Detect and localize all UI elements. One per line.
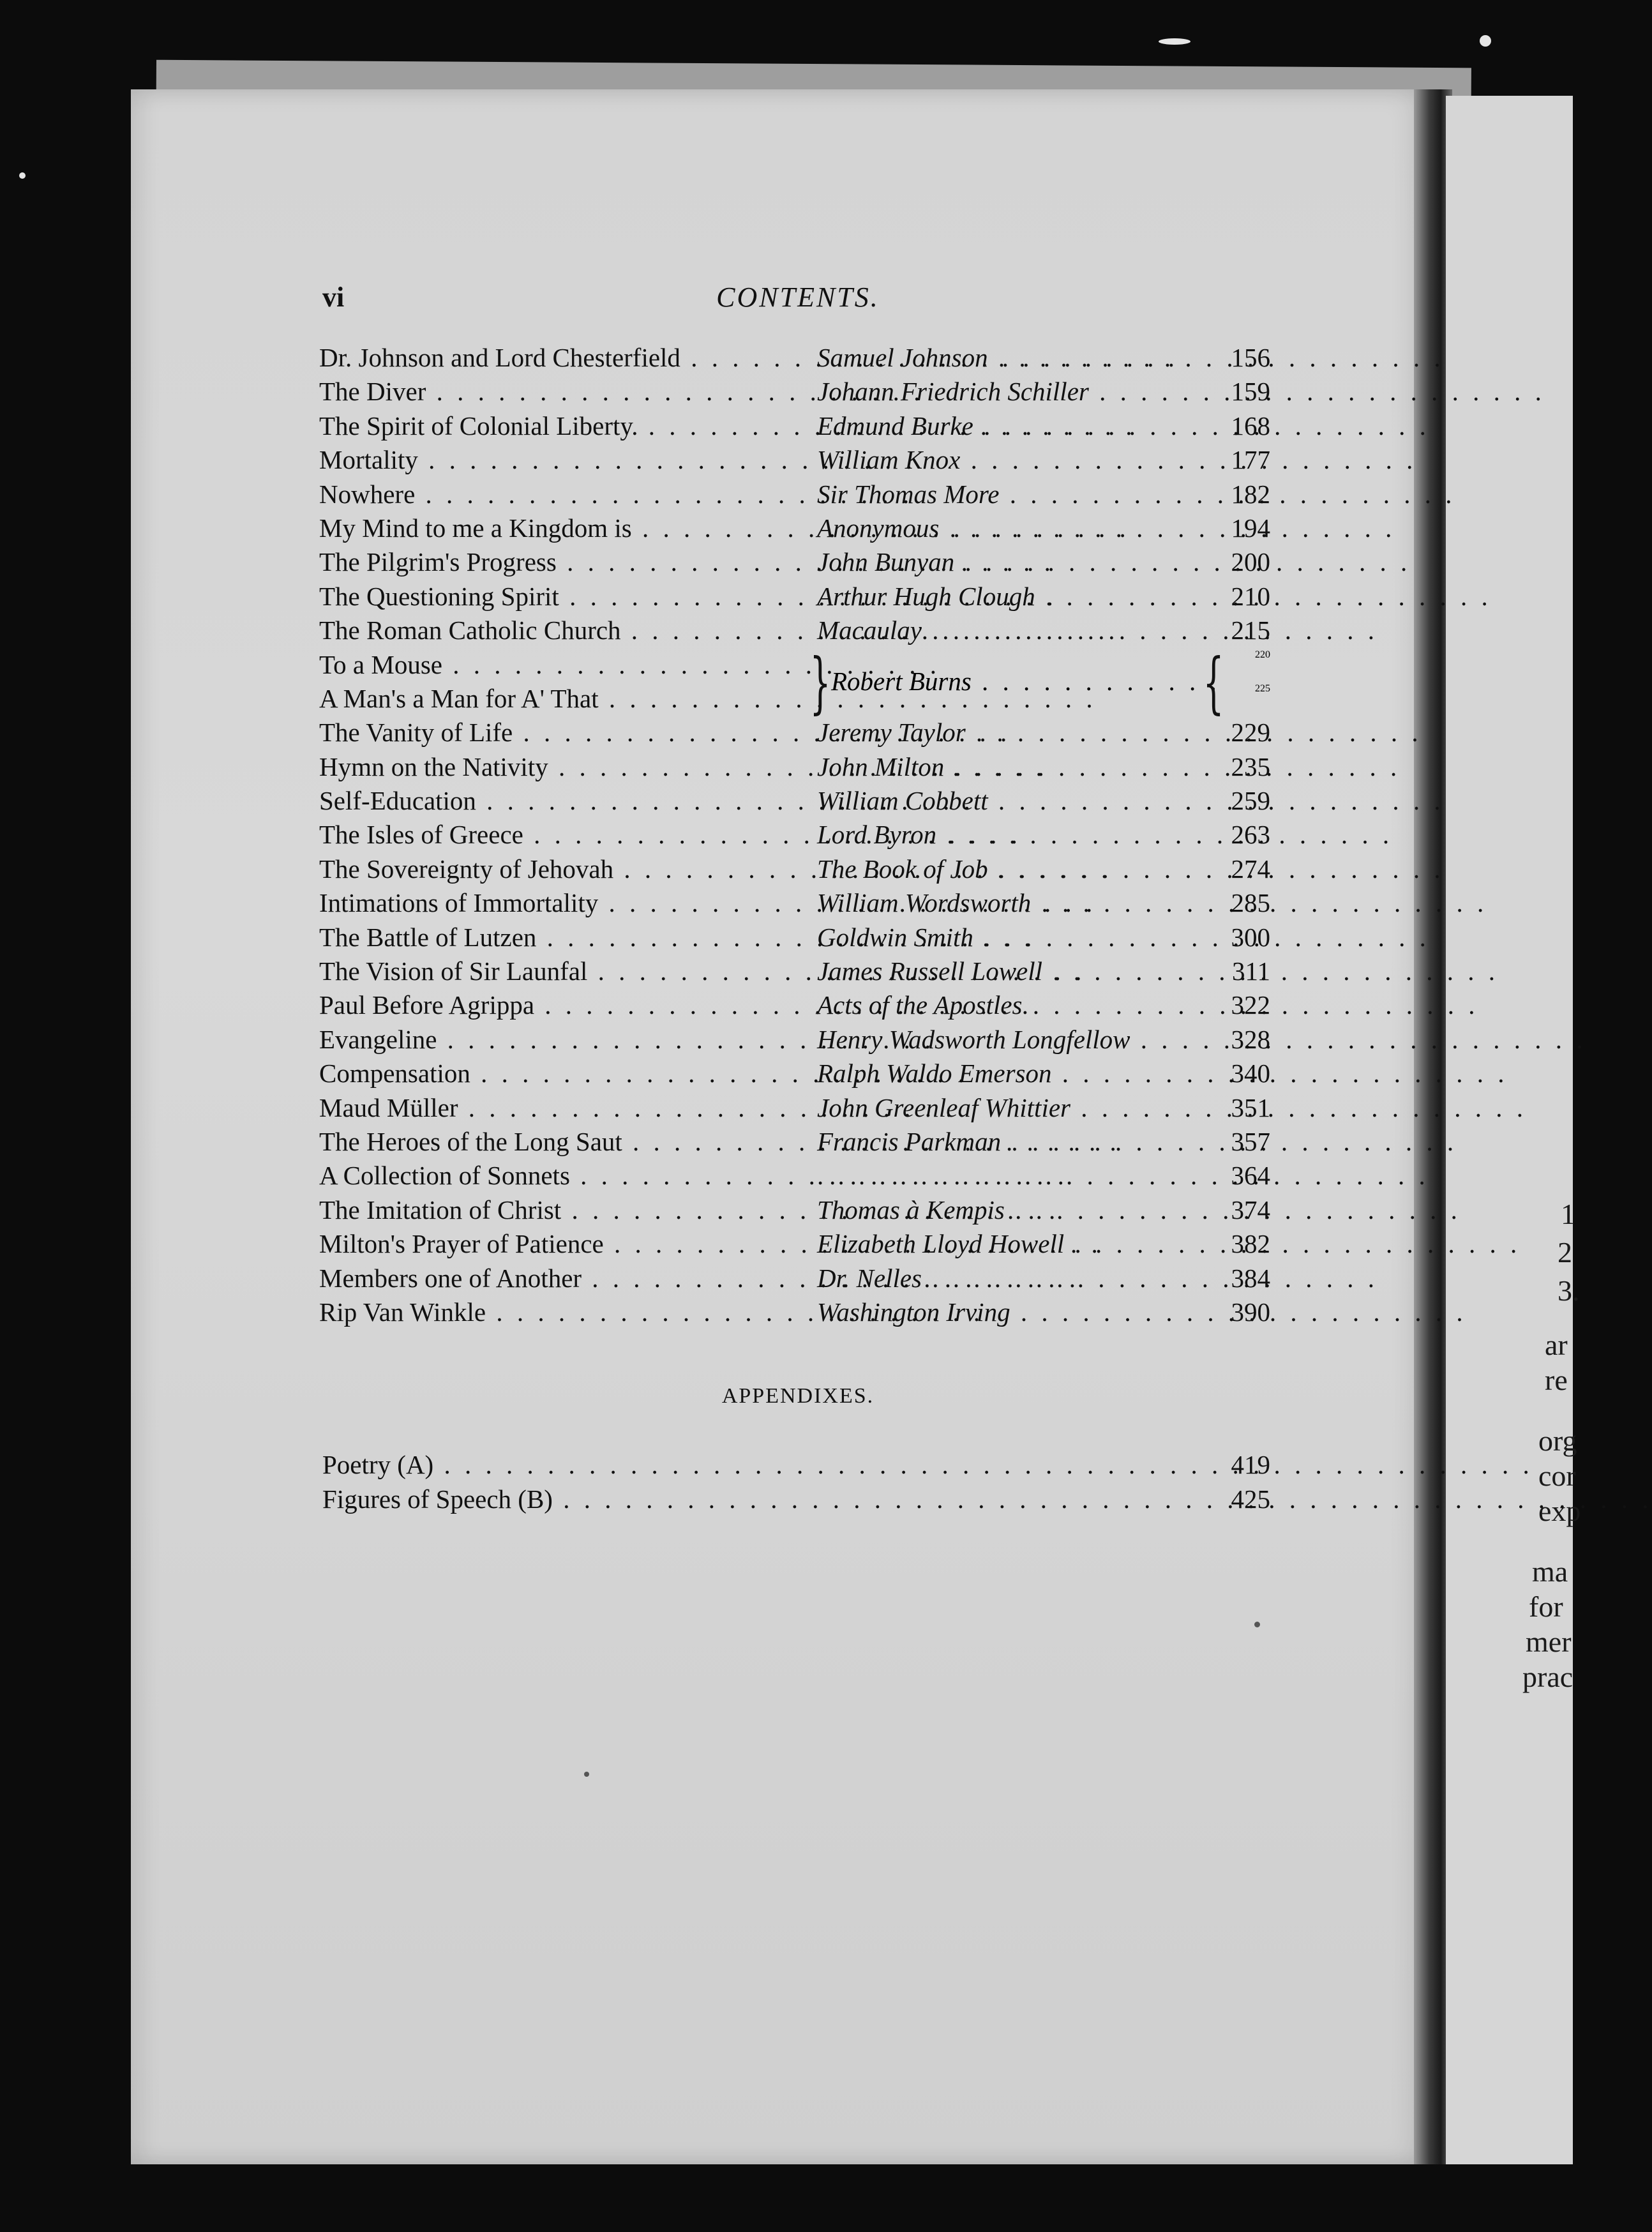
toc-page: 351 [1231,1092,1270,1122]
facing-fragment: 2 [1558,1236,1572,1269]
scan-speck [1159,38,1190,45]
toc-page: 159 [1231,377,1270,407]
toc-row [319,615,1270,649]
toc-page: 200 [1231,547,1270,577]
appendixes-heading: APPENDIXES. [721,1384,875,1408]
toc-author [817,1160,1226,1191]
toc-author: William Knox . . . [817,444,1226,475]
toc-title: A Collection of Sonnets . . . [319,1160,792,1191]
toc-page: 274 [1231,854,1270,884]
toc-row [319,342,1270,376]
toc-row [319,479,1270,513]
toc-row [319,1126,1270,1160]
appendix-page: 419 [1231,1450,1270,1479]
toc-title: Dr. Johnson and Lord Chesterfield . . . [319,342,792,373]
toc-author: Thomas à Kempis . . . [817,1195,1226,1225]
toc-title: Compensation . . . [319,1058,792,1089]
facing-fragment: mer [1526,1625,1572,1658]
toc-row [319,444,1270,478]
scan-spot [1254,1622,1260,1627]
right-brace: } [809,643,831,721]
facing-fragment: ma [1532,1555,1568,1588]
toc-page: 364 [1231,1161,1270,1191]
facing-page [1446,96,1581,2164]
toc-row [319,411,1270,444]
appendix-page: 425 [1231,1484,1270,1514]
toc-row [319,717,1270,751]
toc-author: Jeremy Taylor . . . [817,717,1226,748]
contents-title: CONTENTS. [716,282,880,313]
toc-page: 300 [1231,922,1270,952]
toc-title: Self-Education . . . [319,785,792,816]
toc-row [319,819,1270,853]
toc-page: 156 [1231,343,1270,372]
toc-page: 194 [1231,513,1270,543]
appendix-title: Poetry (A) . . . [322,1449,1222,1480]
toc-title: The Vision of Sir Launfal . . . [319,956,792,986]
toc-page: 340 [1231,1059,1270,1089]
toc-author: Arthur Hugh Clough . . . [817,581,1226,612]
scan-spot [584,1772,589,1777]
toc-author: Sir Thomas More . . . [817,479,1226,509]
facing-fragment: cor [1538,1459,1576,1492]
toc-section [319,342,1270,649]
toc-author: Edmund Burke . . . [817,411,1226,441]
toc-page: 322 [1231,990,1270,1020]
toc-row [319,956,1270,990]
toc-row [319,513,1270,547]
toc-author: John Milton . . . [817,751,1226,782]
toc-title: The Sovereignty of Jehovah . . . [319,854,792,884]
toc-page: 215 [1231,615,1270,645]
toc-author: Washington Irving . . . [817,1297,1226,1327]
toc-author: William Cobbett . . . [817,785,1226,816]
toc-author: Goldwin Smith . . . [817,922,1226,953]
toc-row [319,376,1270,410]
toc-row [319,751,1270,785]
toc-row [319,1024,1270,1058]
toc-page: 210 [1231,581,1270,611]
toc-page: 177 [1231,445,1270,475]
toc-author: James Russell Lowell . . . [817,956,1226,986]
toc-author: Anonymous . . . [817,513,1226,543]
toc-title: Evangeline . . . [319,1024,792,1055]
toc-grouped-entry [319,643,1270,721]
facing-fragment: 3. [1558,1274,1580,1307]
appendix-row [322,1449,1270,1484]
toc-title: Nowhere . . . [319,479,792,509]
page-number: vi [322,282,345,313]
facing-fragment: ar [1545,1329,1568,1361]
toc-author: Francis Parkman . . . [817,1126,1226,1157]
toc-title: The Battle of Lutzen . . . [319,922,792,953]
facing-fragment: org [1538,1424,1577,1457]
toc-author: Henry Wadsworth Longfellow . . . [817,1024,1226,1055]
toc-page: 285 [1231,888,1270,918]
scan-speck [1480,35,1491,47]
toc-page: 225 [1255,682,1270,694]
toc-title: My Mind to me a Kingdom is . . . [319,513,792,543]
toc-page: 390 [1231,1297,1270,1327]
toc-row [319,785,1270,819]
toc-author: John Greenleaf Whittier . . . [817,1092,1226,1123]
facing-fragment: exp [1538,1495,1581,1527]
appendix-list [322,1449,1270,1518]
toc-title: Hymn on the Nativity . . . [319,751,792,782]
toc-title: The Vanity of Life . . . [319,717,792,748]
scan-speck [19,172,26,179]
toc-page: 259 [1231,786,1270,816]
facing-fragment: for [1529,1590,1563,1623]
appendix-title: Figures of Speech (B) . . . [322,1484,1222,1514]
toc-page: 382 [1231,1229,1270,1259]
toc-title: The Isles of Greece . . . [319,819,792,850]
toc-title: A Man's a Man for A' That . . . [319,683,779,714]
toc-row [319,1160,1270,1194]
toc-row [319,854,1270,887]
toc-title: The Heroes of the Long Saut . . . [319,1126,792,1157]
toc-page: 168 [1231,411,1270,441]
toc-title: To a Mouse . . . [319,649,779,680]
facing-fragment: re [1545,1364,1568,1396]
toc-page: 357 [1231,1127,1270,1156]
facing-fragment: prac [1522,1661,1573,1693]
toc-title: The Questioning Spirit . . . [319,581,792,612]
toc-row [319,1092,1270,1126]
toc-row [319,887,1270,921]
toc-title: Rip Van Winkle . . . [319,1297,792,1327]
toc-row [319,1297,1270,1331]
toc-row [319,547,1270,580]
toc-title: The Roman Catholic Church . . . [319,615,792,645]
toc-row [319,990,1270,1023]
toc-row [319,1195,1270,1228]
toc-page: 328 [1231,1024,1270,1054]
toc-page: 235 [1231,751,1270,781]
toc-page: 311 [1232,956,1270,986]
toc-page: 229 [1231,718,1270,748]
toc-title: Maud Müller . . . [319,1092,792,1123]
toc-author: The Book of Job . . . [817,854,1226,884]
toc-page: 384 [1231,1263,1270,1293]
toc-page: 182 [1231,479,1270,509]
toc-title: The Diver . . . [319,376,792,407]
toc-author: Lord Byron . . . [817,819,1226,850]
toc-row [319,922,1270,956]
left-brace: { [1203,643,1224,721]
toc-author: Macaulay . . . [817,615,1226,645]
toc-author: Acts of the Apostles . . . [817,990,1226,1020]
toc-title: The Pilgrim's Progress . . . [319,547,792,577]
toc-page: 263 [1231,820,1270,850]
toc-title: Members one of Another . . . [319,1263,792,1293]
toc-title: Milton's Prayer of Patience . . . [319,1228,792,1259]
toc-section [319,717,1270,1331]
toc-row [319,1263,1270,1297]
toc-row [319,1228,1270,1262]
toc-page: 374 [1231,1195,1270,1225]
toc-author: Samuel Johnson . . . [817,342,1226,373]
toc-author: Robert Burns . . . [817,666,1201,697]
toc-row [319,581,1270,615]
toc-title: Paul Before Agrippa . . . [319,990,792,1020]
appendix-row [322,1484,1270,1518]
toc-title: Mortality . . . [319,444,792,475]
toc-author: Dr. Nelles . . . [817,1263,1226,1293]
toc-row [319,1058,1270,1092]
toc-author: John Bunyan . . . [817,547,1226,577]
toc-title: The Spirit of Colonial Liberty. . . . [319,411,792,441]
facing-fragment: 1 [1561,1198,1575,1230]
toc-author: William Wordsworth . . . [817,887,1226,918]
toc-page: 220 [1255,649,1270,660]
table-of-contents [319,342,1270,1331]
toc-author: Elizabeth Lloyd Howell . . . [817,1228,1226,1259]
toc-author: Ralph Waldo Emerson . . . [817,1058,1226,1089]
toc-title: The Imitation of Christ . . . [319,1195,792,1225]
toc-title: Intimations of Immortality . . . [319,887,792,918]
toc-author: Johann Friedrich Schiller . . . [817,376,1226,407]
